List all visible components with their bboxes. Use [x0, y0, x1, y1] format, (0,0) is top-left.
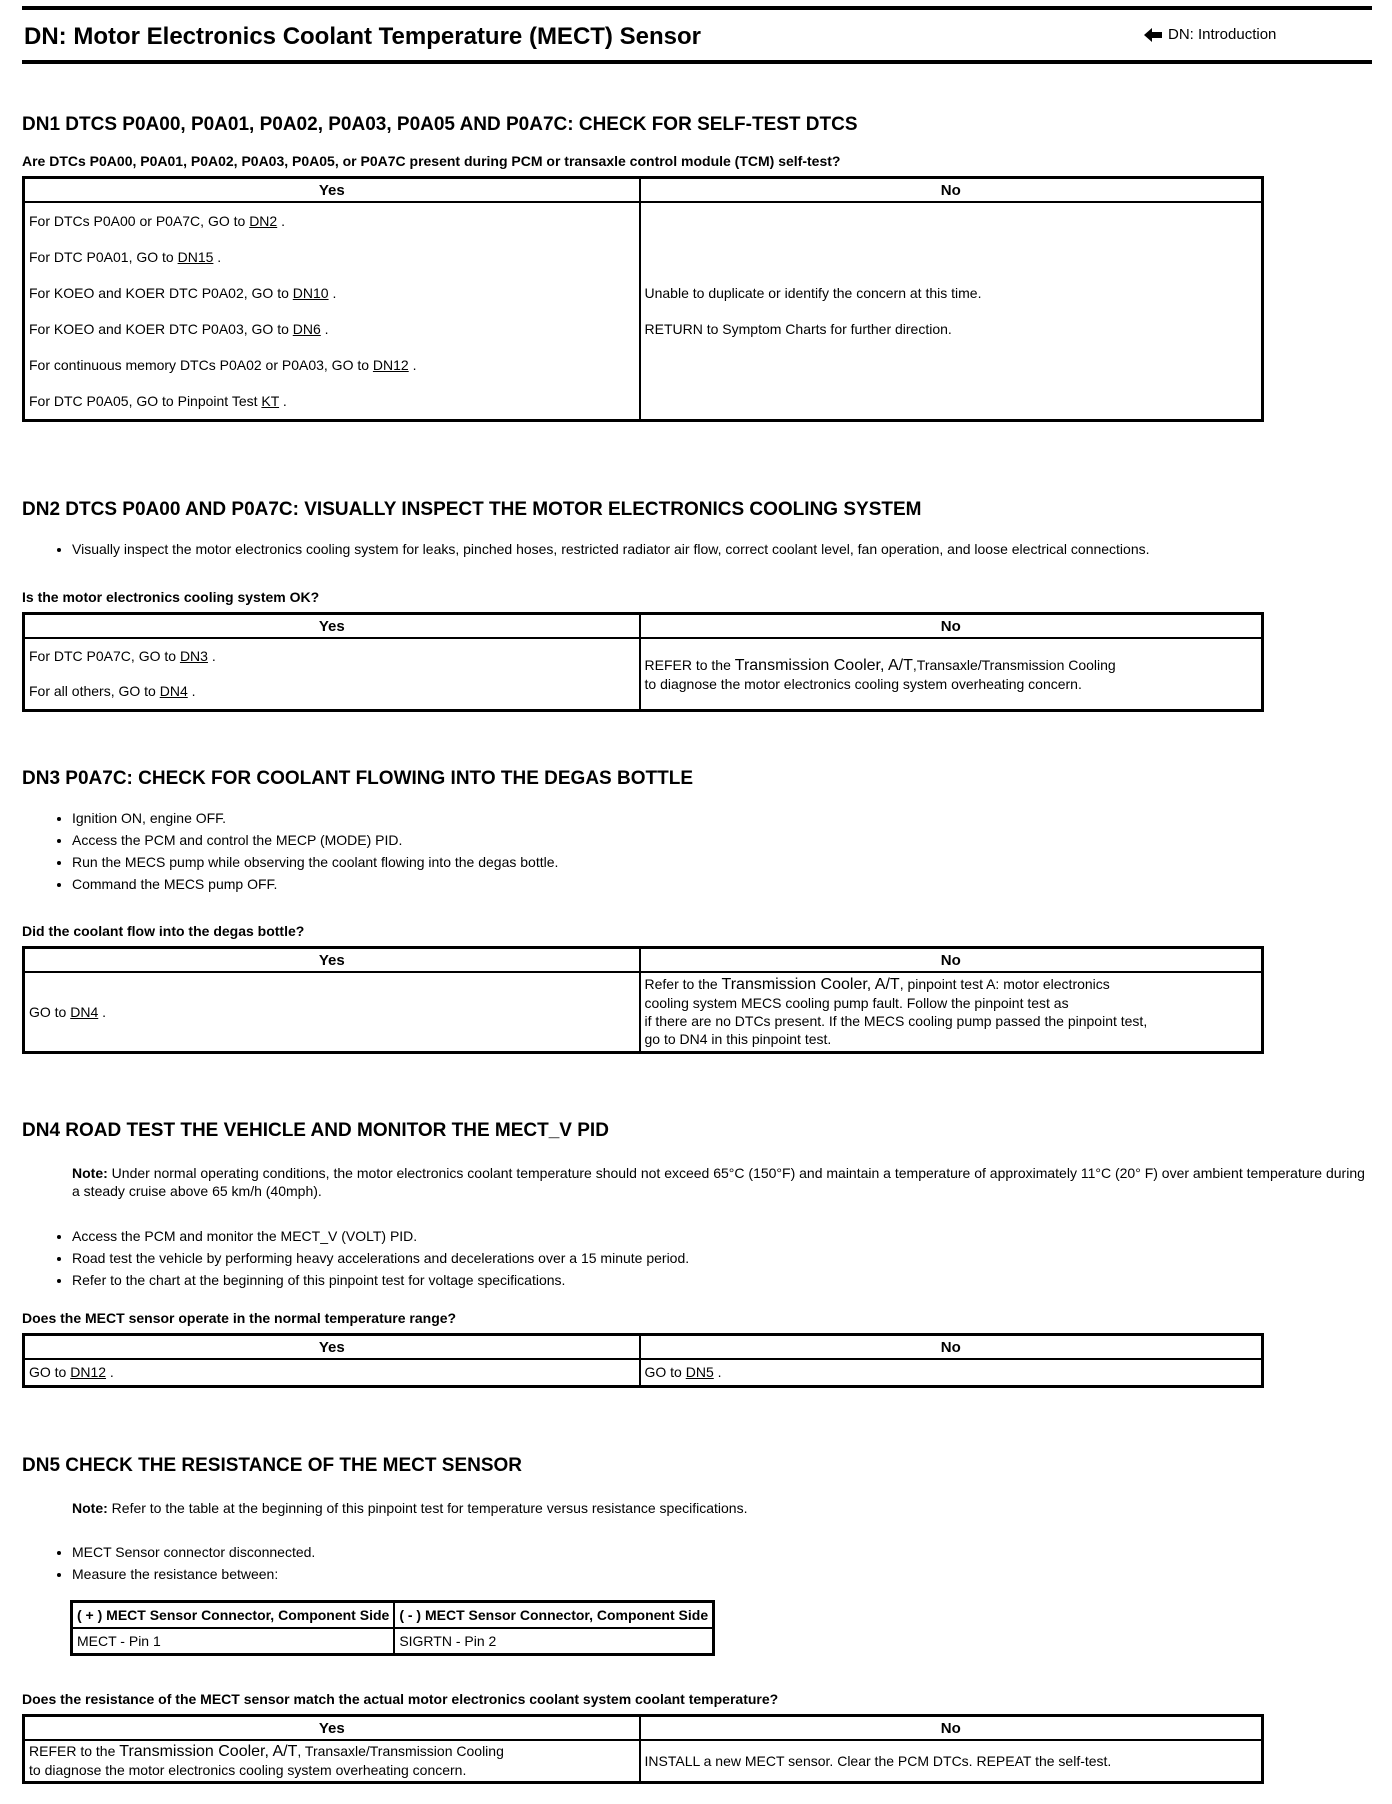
back-link[interactable] — [1144, 26, 1276, 43]
transmission-cooler-ref[interactable]: Transmission Cooler, A/T — [119, 1743, 298, 1761]
dn4-note: Note: Under normal operating conditions, the motor electronics coolant temperature should not exceed 65°C (150°F) and maintain a temperature of approximately 11°C (20° F) over ambient temperature during a steady cruise above 65 km/h (40mph). — [72, 1165, 1365, 1199]
link-dn12[interactable]: DN12 — [372, 357, 409, 373]
dn5-note: Note: Refer to the table at the beginning of this pinpoint test for temperature versus resistance specifications. — [72, 1500, 748, 1516]
dn5-bullets — [50, 1541, 315, 1585]
yes-header: Yes — [24, 614, 640, 639]
dn3-yes-cell: GO to DN4 . — [24, 972, 640, 1052]
link-dn12[interactable]: DN12 — [70, 1364, 107, 1381]
list-item: • Visually inspect the motor electronics cooling system for leaks, pinched hoses, restricted radiator air flow, correct coolant level, fan operation, and loose electrical connections. — [72, 538, 1150, 560]
dn4-yes-cell: GO to DN12 . — [24, 1359, 640, 1386]
dn5-yes-cell: REFER to the Transmission Cooler, A/T, Transaxle/Transmission Cooling to diagnose the motor electronics cooling system overheating concern. — [24, 1740, 640, 1782]
dn3-no-cell: Refer to the Transmission Cooler, A/T, pinpoint test A: motor electronics cooling system MECS cooling pump fault. Follow the pinpoint test as if there are no DTCs present. If the MECS cooling pump passed the pinpoint test, go to DN4 in this pinpoint test. — [640, 972, 1263, 1052]
list-item: • Access the PCM and control the MECP (MODE) PID. — [72, 829, 558, 851]
transmission-cooler-ref[interactable]: Transmission Cooler, A/T — [721, 976, 900, 994]
dn1-yes-line: For continuous memory DTCs P0A02 or P0A03, GO to DN12 . — [29, 357, 417, 373]
list-item: • Refer to the chart at the beginning of this pinpoint test for voltage specifications. — [72, 1269, 689, 1291]
list-item: • Access the PCM and monitor the MECT_V (VOLT) PID. — [72, 1225, 689, 1247]
dn2-heading: DN2 DTCS P0A00 AND P0A7C: VISUALLY INSPECT THE MOTOR ELECTRONICS COOLING SYSTEM — [22, 499, 922, 520]
dn2-yes-line: For all others, GO to DN4 . — [29, 683, 196, 699]
yes-header: Yes — [24, 1716, 640, 1741]
pin-table-header: ( + ) MECT Sensor Connector, Component Side — [72, 1602, 395, 1629]
dn1-question: Are DTCs P0A00, P0A01, P0A02, P0A03, P0A05, or P0A7C present during PCM or transaxle control module (TCM) self-test? — [22, 153, 841, 169]
dn1-yes-cell — [24, 202, 640, 421]
dn1-table — [22, 176, 1264, 422]
dn3-bullets — [50, 807, 558, 895]
no-header: No — [640, 1335, 1263, 1360]
dn3-question: Did the coolant flow into the degas bottle? — [22, 923, 305, 939]
link-dn4[interactable]: DN4 — [70, 1003, 99, 1020]
dn5-no-cell: INSTALL a new MECT sensor. Clear the PCM DTCs. REPEAT the self-test. — [640, 1740, 1263, 1782]
list-item: • Command the MECS pump OFF. — [72, 873, 558, 895]
no-header: No — [640, 178, 1263, 203]
dn4-no-cell: GO to DN5 . — [640, 1359, 1263, 1386]
pin-table — [70, 1600, 715, 1656]
link-dn15[interactable]: DN15 — [177, 249, 214, 265]
no-header: No — [640, 1716, 1263, 1741]
link-dn6[interactable]: DN6 — [292, 321, 321, 337]
dn2-yes-cell — [24, 638, 640, 711]
dn1-heading: DN1 DTCS P0A00, P0A01, P0A02, P0A03, P0A05 AND P0A7C: CHECK FOR SELF-TEST DTCS — [22, 114, 858, 135]
list-item: • MECT Sensor connector disconnected. — [72, 1541, 315, 1563]
transmission-cooler-ref[interactable]: Transmission Cooler, A/T — [734, 656, 913, 674]
page-title: DN: Motor Electronics Coolant Temperature (MECT) Sensor — [24, 23, 701, 50]
dn3-heading: DN3 P0A7C: CHECK FOR COOLANT FLOWING INTO THE DEGAS BOTTLE — [22, 768, 693, 789]
no-header: No — [640, 948, 1263, 973]
dn1-no-line: RETURN to Symptom Charts for further direction. — [644, 321, 952, 337]
link-dn3[interactable]: DN3 — [179, 648, 208, 664]
list-item: • Ignition ON, engine OFF. — [72, 807, 558, 829]
dn4-table — [22, 1333, 1264, 1388]
dn2-yes-line: For DTC P0A7C, GO to DN3 . — [29, 648, 216, 664]
yes-header: Yes — [24, 948, 640, 973]
dn1-yes-line: For KOEO and KOER DTC P0A03, GO to DN6 . — [29, 321, 329, 337]
dn1-yes-line: For KOEO and KOER DTC P0A02, GO to DN10 . — [29, 285, 337, 301]
dn5-question: Does the resistance of the MECT sensor match the actual motor electronics coolant system coolant temperature? — [22, 1691, 779, 1707]
dn3-table — [22, 946, 1264, 1054]
link-dn5[interactable]: DN5 — [685, 1364, 714, 1381]
pin-table-cell: SIGRTN - Pin 2 — [394, 1628, 713, 1655]
dn4-bullets — [50, 1225, 689, 1291]
dn1-no-line: Unable to duplicate or identify the concern at this time. — [644, 285, 982, 301]
link-kt[interactable]: KT — [261, 393, 280, 409]
dn1-yes-line: For DTC P0A01, GO to DN15 . — [29, 249, 222, 265]
link-dn10[interactable]: DN10 — [292, 285, 329, 301]
dn5-heading: DN5 CHECK THE RESISTANCE OF THE MECT SENSOR — [22, 1455, 523, 1476]
page-header — [22, 6, 1372, 64]
dn2-table — [22, 612, 1264, 712]
dn4-heading: DN4 ROAD TEST THE VEHICLE AND MONITOR THE MECT_V PID — [22, 1120, 609, 1141]
arrow-left-icon — [1144, 28, 1162, 42]
no-header: No — [640, 614, 1263, 639]
back-link-label: DN: Introduction — [1168, 26, 1277, 43]
list-item: • Measure the resistance between: — [72, 1563, 315, 1585]
dn5-table — [22, 1714, 1264, 1784]
pin-table-header: ( - ) MECT Sensor Connector, Component Side — [394, 1602, 713, 1629]
dn1-yes-line: For DTCs P0A00 or P0A7C, GO to DN2 . — [29, 213, 285, 229]
dn4-question: Does the MECT sensor operate in the normal temperature range? — [22, 1310, 457, 1326]
page — [22, 6, 1372, 1779]
dn2-question: Is the motor electronics cooling system OK? — [22, 589, 320, 605]
dn2-no-cell: REFER to the Transmission Cooler, A/T,Transaxle/Transmission Cooling to diagnose the motor electronics cooling system overheating concern. — [640, 638, 1263, 711]
link-dn2[interactable]: DN2 — [249, 213, 278, 229]
dn2-bullets — [50, 538, 1150, 560]
dn1-no-cell — [640, 202, 1263, 421]
dn1-yes-line: For DTC P0A05, GO to Pinpoint Test KT . — [29, 393, 287, 409]
link-dn4[interactable]: DN4 — [159, 683, 188, 699]
list-item: • Road test the vehicle by performing heavy accelerations and decelerations over a 15 minute period. — [72, 1247, 689, 1269]
pin-table-cell: MECT - Pin 1 — [72, 1628, 395, 1655]
yes-header: Yes — [24, 1335, 640, 1360]
list-item: • Run the MECS pump while observing the coolant flowing into the degas bottle. — [72, 851, 558, 873]
yes-header: Yes — [24, 178, 640, 203]
